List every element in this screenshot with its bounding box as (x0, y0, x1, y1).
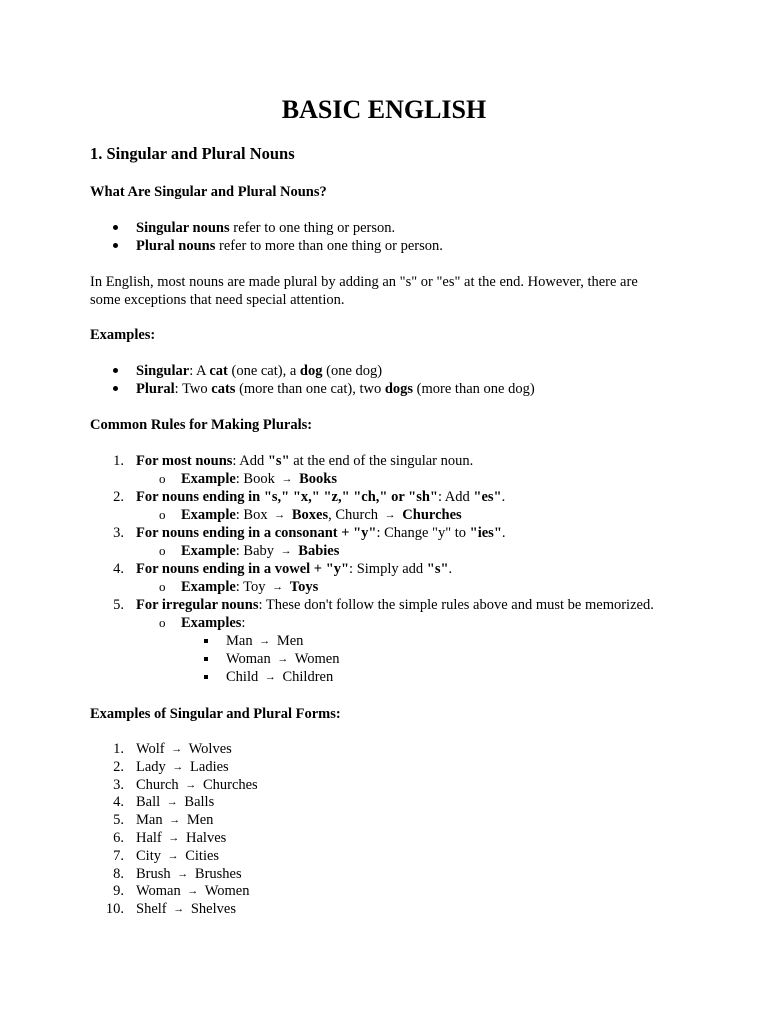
plural-word: Women (294, 651, 340, 667)
form-number: 10. (105, 901, 124, 917)
example-label: Plural (136, 381, 175, 397)
example-label: Example (181, 471, 236, 487)
bullet-icon (113, 225, 118, 230)
rule-text: : Add (437, 489, 474, 505)
plural-word: Churches (202, 777, 258, 793)
example-text: : Baby (235, 543, 278, 559)
rule-item (136, 524, 506, 542)
singular-word: Shelf (136, 901, 167, 917)
form-item (136, 758, 229, 777)
singular-word: Man (226, 633, 253, 649)
example-text: : Toy (235, 579, 270, 595)
singular-word: Lady (136, 759, 166, 775)
irregular-example (226, 632, 303, 651)
rule-number: 1. (113, 453, 124, 469)
example-label: Example (181, 507, 236, 523)
arrow-right-icon: → (168, 832, 180, 844)
rule-item (136, 596, 654, 614)
plural-word: Halves (186, 830, 227, 846)
form-item (136, 882, 250, 901)
form-number: 9. (113, 883, 124, 899)
arrow-right-icon: → (173, 903, 185, 915)
form-number: 3. (113, 777, 124, 793)
rule-label: For nouns ending in a vowel + "y" (136, 561, 350, 577)
singular-word: Half (136, 830, 162, 846)
subheading-common-rules: Common Rules for Making Plurals: (90, 417, 313, 433)
example-label: Example (181, 579, 236, 595)
form-item (136, 793, 214, 812)
plural-word: Wolves (188, 741, 232, 757)
arrow-right-icon: → (384, 509, 396, 521)
bullet-icon (113, 243, 118, 248)
example-singular (136, 362, 382, 380)
arrow-right-icon: → (277, 653, 289, 665)
plural-word: Brushes (194, 866, 242, 882)
form-item (136, 900, 236, 919)
form-number: 6. (113, 830, 124, 846)
form-item (136, 829, 226, 848)
example-text: : Box (235, 507, 272, 523)
example-text: (one dog) (322, 363, 383, 379)
arrow-right-icon: → (166, 796, 178, 808)
rule-suffix: "es" (473, 489, 502, 505)
form-number: 8. (113, 866, 124, 882)
square-bullet-icon (204, 639, 208, 643)
example-word: cats (211, 381, 236, 397)
example-word: Boxes (291, 507, 329, 523)
rule-example (181, 506, 462, 525)
singular-word: Ball (136, 794, 161, 810)
rule-example (181, 470, 337, 489)
arrow-right-icon: → (167, 850, 179, 862)
rule-text: at the end of the singular noun. (289, 453, 474, 469)
example-text: (one cat), a (227, 363, 300, 379)
section-heading: 1. Singular and Plural Nouns (90, 144, 295, 163)
rule-text: . (448, 561, 453, 577)
definition-term: Plural nouns (136, 238, 216, 254)
irregular-example (226, 668, 333, 687)
example-text: (more than one dog) (413, 381, 535, 397)
rule-number: 4. (113, 561, 124, 577)
intro-paragraph-line-1: In English, most nouns are made plural by adding an "s" or "es" at the end. However, there are (90, 274, 638, 290)
plural-word: Men (276, 633, 304, 649)
arrow-right-icon: → (280, 545, 292, 557)
singular-word: Child (226, 669, 259, 685)
plural-word: Ladies (190, 759, 229, 775)
example-text: : Book (235, 471, 279, 487)
arrow-right-icon: → (264, 671, 276, 683)
singular-word: City (136, 848, 161, 864)
example-word: dogs (384, 381, 414, 397)
rule-example (181, 542, 339, 561)
subheading-examples-forms: Examples of Singular and Plural Forms: (90, 706, 341, 722)
rule-text: : Change "y" to (376, 525, 470, 541)
rule-item (136, 560, 452, 578)
example-label: Singular (136, 363, 190, 379)
arrow-right-icon: → (259, 635, 271, 647)
form-number: 4. (113, 794, 124, 810)
rule-number: 5. (113, 597, 124, 613)
plural-word: Women (204, 883, 250, 899)
form-item (136, 847, 219, 866)
form-item (136, 811, 213, 830)
definition-singular (136, 219, 395, 237)
arrow-right-icon: → (272, 581, 284, 593)
square-bullet-icon (204, 657, 208, 661)
rule-label: For nouns ending in a consonant + "y" (136, 525, 377, 541)
rule-text: : These don't follow the simple rules above and must be memorized. (258, 597, 654, 613)
singular-word: Church (136, 777, 179, 793)
rule-number: 3. (113, 525, 124, 541)
singular-word: Woman (226, 651, 271, 667)
form-number: 7. (113, 848, 124, 864)
subheading-what-are: What Are Singular and Plural Nouns? (90, 184, 327, 200)
arrow-right-icon: → (281, 473, 293, 485)
rule-label: For irregular nouns (136, 597, 259, 613)
plural-word: Balls (184, 794, 215, 810)
singular-word: Woman (136, 883, 181, 899)
example-text: (more than one cat), two (235, 381, 385, 397)
rule-suffix: "s" (426, 561, 449, 577)
example-word: dog (299, 363, 323, 379)
rule-example (181, 614, 245, 632)
form-number: 5. (113, 812, 124, 828)
rule-label: For most nouns (136, 453, 233, 469)
form-item (136, 740, 232, 759)
arrow-right-icon: → (185, 779, 197, 791)
example-word: Books (299, 471, 337, 487)
rule-item (136, 452, 473, 470)
definition-text: refer to one thing or person. (229, 220, 396, 236)
example-label: Examples (181, 615, 242, 631)
rule-item (136, 488, 505, 506)
plural-word: Shelves (190, 901, 236, 917)
rule-text: . (501, 489, 506, 505)
arrow-right-icon: → (177, 868, 189, 880)
example-word: Churches (402, 507, 462, 523)
example-plural (136, 380, 535, 398)
example-label: Example (181, 543, 236, 559)
singular-word: Brush (136, 866, 171, 882)
rule-suffix: "s" (267, 453, 290, 469)
subheading-examples: Examples: (90, 327, 156, 343)
rule-suffix: "ies" (469, 525, 502, 541)
singular-word: Wolf (136, 741, 165, 757)
arrow-right-icon: → (171, 743, 183, 755)
square-bullet-icon (204, 675, 208, 679)
definition-term: Singular nouns (136, 220, 230, 236)
definition-plural (136, 237, 443, 255)
arrow-right-icon: → (169, 814, 181, 826)
arrow-right-icon: → (274, 509, 286, 521)
bullet-icon (113, 368, 118, 373)
plural-word: Cities (185, 848, 220, 864)
rule-text: . (501, 525, 506, 541)
example-word: Babies (298, 543, 340, 559)
plural-word: Children (282, 669, 334, 685)
arrow-right-icon: → (172, 761, 184, 773)
example-text: : A (189, 363, 210, 379)
rule-number: 2. (113, 489, 124, 505)
irregular-example (226, 650, 340, 669)
bullet-icon (113, 386, 118, 391)
rule-example (181, 578, 318, 597)
example-word: cat (209, 363, 228, 379)
rule-text: : Add (232, 453, 268, 469)
plural-word: Men (186, 812, 214, 828)
intro-paragraph-line-2: some exceptions that need special attention. (90, 292, 345, 308)
circle-bullet-icon: o (159, 579, 166, 594)
rule-text: : Simply add (349, 561, 427, 577)
form-number: 1. (113, 741, 124, 757)
definition-text: refer to more than one thing or person. (215, 238, 443, 254)
rule-label: For nouns ending in "s," "x," "z," "ch," or "sh" (136, 489, 438, 505)
example-text: : (241, 615, 246, 631)
singular-word: Man (136, 812, 163, 828)
example-text: : Two (174, 381, 212, 397)
circle-bullet-icon: o (159, 615, 166, 630)
example-text: , Church (328, 507, 382, 523)
circle-bullet-icon: o (159, 543, 166, 558)
circle-bullet-icon: o (159, 507, 166, 522)
arrow-right-icon: → (187, 885, 199, 897)
example-word: Toys (289, 579, 319, 595)
page-title: BASIC ENGLISH (281, 95, 487, 124)
form-number: 2. (113, 759, 124, 775)
circle-bullet-icon: o (159, 471, 166, 486)
